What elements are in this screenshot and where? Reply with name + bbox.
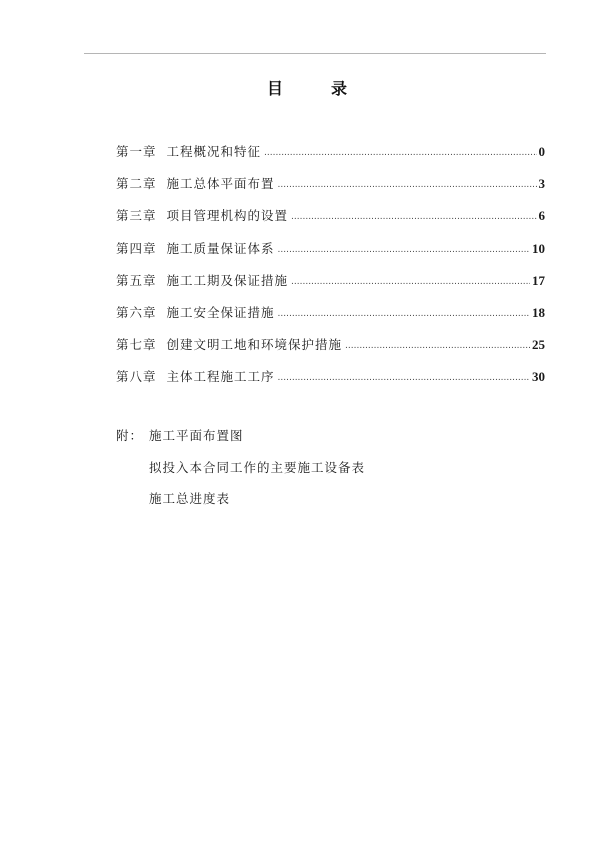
toc-page-number: 17: [532, 272, 545, 288]
toc-chapter-title: 创建文明工地和环境保护措施: [166, 337, 343, 353]
toc-page-number: 30: [532, 369, 545, 385]
toc-dot-leader: [264, 141, 536, 161]
toc-chapter-number: 第二章: [116, 176, 157, 192]
toc-entry-2[interactable]: [116, 174, 545, 194]
table-of-contents: [116, 142, 545, 400]
toc-page-number: 6: [538, 208, 545, 224]
toc-page-number: 18: [532, 304, 545, 320]
toc-entry-7[interactable]: [116, 335, 545, 355]
toc-entry-6[interactable]: [116, 303, 545, 323]
appendix-item-equipment-table: 拟投入本合同工作的主要施工设备表: [149, 460, 366, 475]
toc-page-number: 10: [532, 240, 545, 256]
header-rule: [84, 53, 546, 54]
toc-dot-leader: [278, 238, 530, 258]
toc-page-number: 0: [538, 144, 545, 159]
toc-entry-4[interactable]: [116, 239, 545, 259]
toc-page-number: 25: [532, 337, 545, 353]
toc-chapter-title: 主体工程施工工序: [166, 369, 275, 385]
toc-dot-leader: [278, 173, 537, 193]
toc-entry-8[interactable]: [116, 367, 545, 387]
toc-dot-leader: [278, 302, 530, 322]
toc-dot-leader: [345, 334, 530, 354]
toc-dot-leader: [291, 270, 530, 290]
toc-chapter-number: 第七章: [116, 337, 157, 353]
appendix-label: 附：: [116, 428, 144, 443]
toc-chapter-title: 施工安全保证措施: [166, 304, 275, 320]
toc-chapter-title: 施工工期及保证措施: [166, 272, 289, 288]
toc-entry-5[interactable]: [116, 271, 545, 291]
toc-chapter-number: 第六章: [116, 304, 157, 320]
toc-dot-leader: [278, 366, 530, 386]
toc-dot-leader: [291, 205, 536, 225]
appendix-item-schedule-table: 施工总进度表: [149, 491, 231, 506]
toc-chapter-number: 第一章: [116, 144, 157, 159]
page-title: 目 录: [266, 79, 363, 98]
toc-entry-1[interactable]: [116, 142, 545, 162]
toc-chapter-number: 第四章: [116, 240, 157, 256]
toc-chapter-number: 第五章: [116, 272, 157, 288]
toc-entry-3[interactable]: [116, 206, 545, 226]
appendix-item-layout-plan: 施工平面布置图: [149, 428, 244, 443]
toc-chapter-title: 项目管理机构的设置: [166, 208, 289, 224]
toc-chapter-title: 施工质量保证体系: [166, 240, 275, 256]
toc-chapter-title: 施工总体平面布置: [166, 176, 275, 192]
toc-chapter-number: 第八章: [116, 369, 157, 385]
toc-chapter-title: 工程概况和特征: [166, 144, 262, 159]
toc-page-number: 3: [538, 176, 545, 192]
toc-chapter-number: 第三章: [116, 208, 157, 224]
